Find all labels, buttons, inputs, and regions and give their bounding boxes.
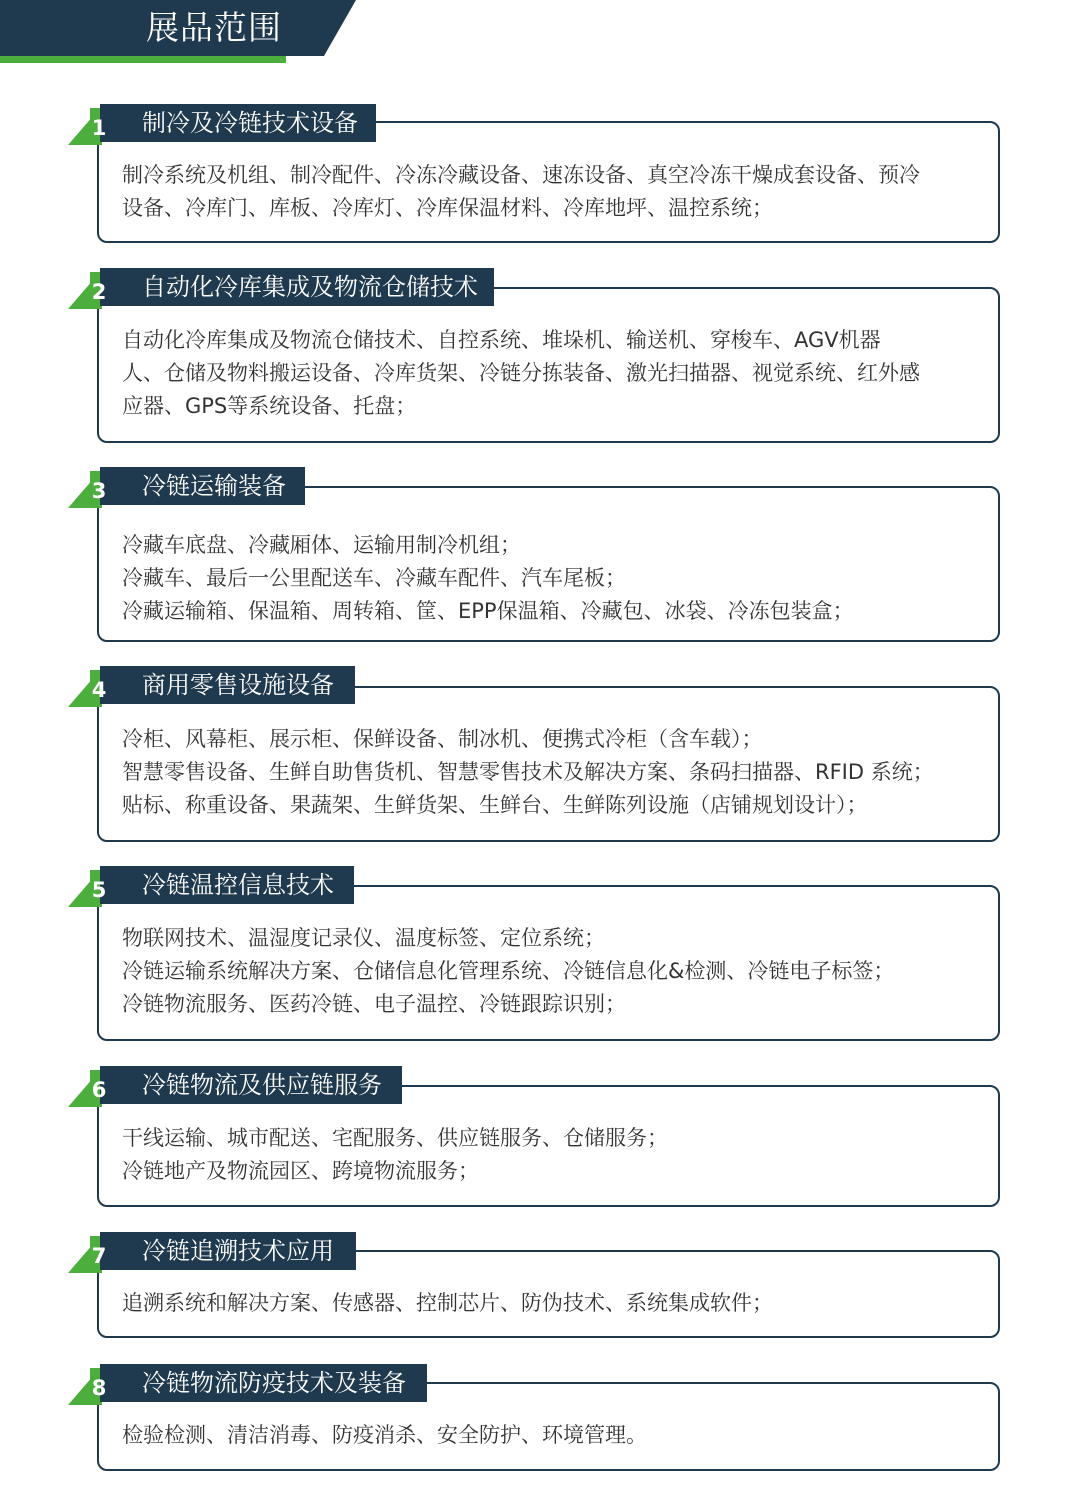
section-number: 2 [91, 280, 107, 304]
section-title: 冷链运输装备 [142, 472, 286, 500]
section-number: 8 [91, 1376, 107, 1400]
section-title: 冷链温控信息技术 [142, 871, 334, 899]
section-text-line: 冷链地产及物流园区、跨境物流服务； [122, 1159, 479, 1183]
section-text-line: 物联网技术、温湿度记录仪、温度标签、定位系统； [122, 926, 605, 950]
section-text-line: 智慧零售设备、生鲜自助售货机、智慧零售技术及解决方案、条码扫描器、RFID 系统； [122, 760, 934, 784]
section-text-line: 冷藏车、最后一公里配送车、冷藏车配件、汽车尾板； [122, 566, 626, 590]
page-title: 展品范围 [146, 8, 282, 47]
section-number: 3 [91, 479, 107, 503]
section-text-line: 贴标、称重设备、果蔬架、生鲜货架、生鲜台、生鲜陈列设施（店铺规划设计）； [122, 793, 868, 817]
section-text-line: 人、仓储及物料搬运设备、冷库货架、冷链分拣装备、激光扫描器、视觉系统、红外感 [122, 361, 920, 385]
section-number: 6 [91, 1078, 107, 1102]
section-text-line: 冷藏车底盘、冷藏厢体、运输用制冷机组； [122, 533, 521, 557]
section-text-line: 自动化冷库集成及物流仓储技术、自控系统、堆垛机、输送机、穿梭车、AGV机器 [122, 328, 881, 352]
section-title: 冷链物流及供应链服务 [142, 1071, 382, 1099]
section-text-line: 设备、冷库门、库板、冷库灯、冷库保温材料、冷库地坪、温控系统； [122, 196, 773, 220]
section-title: 商用零售设施设备 [142, 671, 334, 699]
section-number: 5 [91, 878, 107, 902]
section-text-line: 冷藏运输箱、保温箱、周转箱、筐、EPP保温箱、冷藏包、冰袋、冷冻包装盒； [122, 599, 854, 623]
section-text-line: 应器、GPS等系统设备、托盘； [122, 394, 417, 418]
section-text-line: 冷链运输系统解决方案、仓储信息化管理系统、冷链信息化&检测、冷链电子标签； [122, 959, 895, 983]
section-number: 7 [91, 1244, 107, 1268]
section-number: 4 [91, 678, 107, 702]
section-text-line: 制冷系统及机组、制冷配件、冷冻冷藏设备、速冻设备、真空冷冻干燥成套设备、预冷 [122, 163, 920, 187]
section-number: 1 [91, 116, 107, 140]
section-body [122, 1419, 990, 1452]
section-text-line: 冷柜、风幕柜、展示柜、保鲜设备、制冰机、便携式冷柜（含车载）； [122, 727, 763, 751]
section-text-line: 追溯系统和解决方案、传感器、控制芯片、防伪技术、系统集成软件； [122, 1291, 773, 1315]
section-text-line: 冷链物流服务、医药冷链、电子温控、冷链跟踪识别； [122, 992, 626, 1016]
section-title: 冷链追溯技术应用 [142, 1237, 334, 1265]
section-title-tab [100, 1364, 427, 1402]
section-text-line: 检验检测、清洁消毒、防疫消杀、安全防护、环境管理。 [122, 1423, 647, 1447]
section-title: 冷链物流防疫技术及装备 [142, 1369, 406, 1397]
section-title: 自动化冷库集成及物流仓储技术 [142, 273, 478, 301]
section-title: 制冷及冷链技术设备 [142, 109, 358, 137]
section-text-line: 干线运输、城市配送、宅配服务、供应链服务、仓储服务； [122, 1126, 668, 1150]
